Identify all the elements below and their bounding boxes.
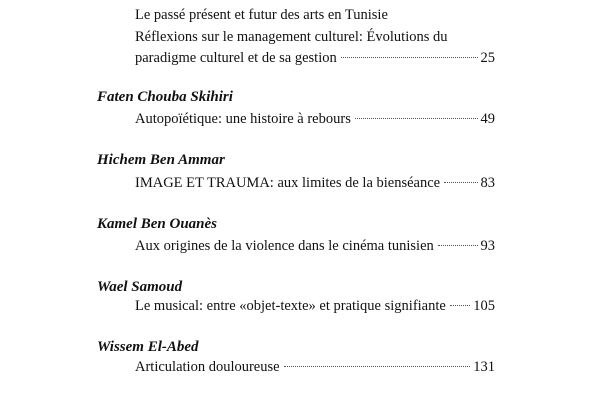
dot-leader <box>438 245 478 246</box>
toc-entry <box>135 236 495 256</box>
toc-entry <box>135 173 495 193</box>
entry-title: IMAGE ET TRAUMA: aux limites de la bienséance <box>135 175 441 191</box>
page-number: 83 <box>480 175 495 191</box>
page-number: 25 <box>480 50 495 66</box>
entry-title-line: paradigme culturel et de sa gestion <box>135 50 337 66</box>
author-name: Wael Samoud <box>97 279 183 295</box>
page-number: 93 <box>480 238 495 254</box>
entry-title: Articulation douloureuse <box>135 359 280 375</box>
toc-entry <box>135 357 495 377</box>
author-name: Faten Chouba Skihiri <box>97 89 233 105</box>
page-number: 131 <box>473 359 495 375</box>
entry-title: Aux origines de la violence dans le cinéma tunisien <box>135 238 434 254</box>
dot-leader <box>284 366 471 367</box>
entry-title: Le musical: entre «objet-texte» et pratique signifiante <box>135 298 446 314</box>
toc-entry <box>135 48 495 68</box>
page-number: 49 <box>480 111 495 127</box>
entry-title: Autopoïétique: une histoire à rebours <box>135 111 351 127</box>
entry-title-line: Le passé présent et futur des arts en Tunisie <box>135 7 388 23</box>
dot-leader <box>444 182 477 183</box>
entry-title-line: Réflexions sur le management culturel: Évolutions du <box>135 29 448 45</box>
toc-entry <box>135 296 495 316</box>
author-name: Wissem El-Abed <box>97 339 199 355</box>
author-name: Kamel Ben Ouanès <box>97 216 218 232</box>
toc-entry <box>135 109 495 129</box>
author-name: Hichem Ben Ammar <box>97 152 225 168</box>
dot-leader <box>341 57 478 58</box>
dot-leader <box>450 305 470 306</box>
dot-leader <box>355 118 478 119</box>
page-number: 105 <box>473 298 495 314</box>
